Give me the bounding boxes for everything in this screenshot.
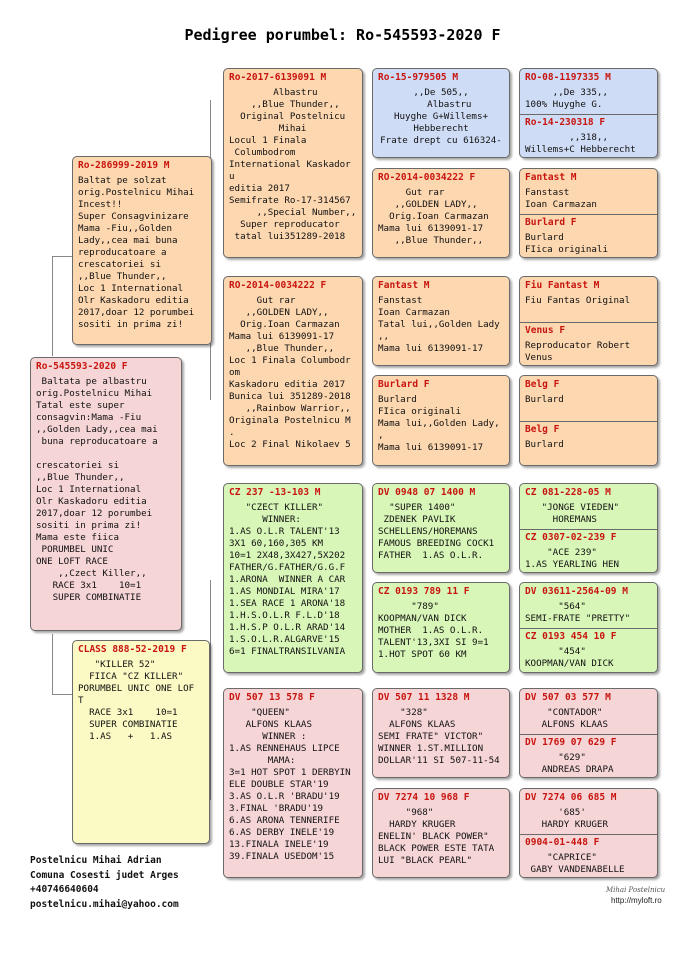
pedigree-text: Burlard: [525, 394, 564, 405]
connector-line: [52, 694, 72, 695]
pedigree-code: Ro-14-230318 F: [525, 117, 606, 128]
pedigree-text: "564" SEMI-FRATE "PRETTY": [525, 601, 631, 624]
pedigree-text: Fiu Fantas Original: [525, 295, 631, 306]
pedigree-code: CZ 0307-02-239 F: [525, 532, 617, 543]
pedigree-code: Burlard F: [378, 379, 430, 390]
pedigree-code: DV 507 11 1328 M: [378, 692, 470, 703]
dam-card: [72, 640, 210, 844]
pedigree-text: Burlard FIica originali: [525, 232, 608, 255]
pedigree-card: [519, 168, 658, 258]
pedigree-text: '685' HARDY KRUGER: [541, 807, 608, 830]
pedigree-code: Belg F: [525, 424, 560, 435]
pedigree-code: CZ 237 -13-103 M: [229, 487, 321, 498]
connector-line: [52, 256, 72, 257]
pedigree-text: "QUEEN" ALFONS KLAAS WINNER : 1.AS RENNEHAUS LIPCE MAMA: 3=1 HOT SPOT 1 DERBYIN ELE DOUBLE STAR'19 3.AS O.L.R 'BRADU'19 3.FINAL 'BRADU'19 6.AS ARONA TENNERIFE 6.AS DERBY INELE'19 13.FINALA INELE'19 39.FINALA USEDOM'15: [229, 707, 351, 862]
website-link[interactable]: http://myloft.ro: [611, 896, 662, 905]
pedigree-code: RO-2014-0034222 F: [229, 280, 327, 291]
pedigree-text: Burlard: [525, 439, 564, 450]
pedigree-code: DV 507 03 577 M: [525, 692, 611, 703]
owner-email[interactable]: postelnicu.mihai@yahoo.com: [30, 898, 179, 910]
pedigree-code: Fantast M: [525, 172, 577, 183]
pedigree-text: "454" KOOPMAN/VAN DICK: [525, 646, 614, 669]
pedigree-text: "968" HARDY KRUGER ENELIN' BLACK POWER" BLACK POWER ESTE TATA LUI "BLACK PEARL": [378, 807, 495, 866]
pedigree-card: [372, 68, 510, 158]
pedigree-text: ,,318,, Willems+C Hebberecht: [525, 132, 636, 155]
pedigree-text: Fanstast Ioan Carmazan: [525, 187, 597, 210]
pedigree-text: "SUPER 1400" ZDENEK PAVLIK SCHELLENS/HOREMANS FAMOUS BREEDING COCK1 FATHER 1.AS O.L.R.: [378, 502, 495, 561]
pedigree-card: [372, 688, 510, 778]
owner-address: Comuna Cosesti judet Arges: [30, 869, 179, 881]
pedigree-card: [372, 276, 510, 366]
owner-contact: [30, 854, 179, 912]
pedigree-code: 0904-01-448 F: [525, 837, 600, 848]
pedigree-code: RO-08-1197335 M: [525, 72, 611, 83]
subject-text: Baltata pe albastru orig.Postelnicu Mihai Tatal este super consagvin:Mama -Fiu ,,Golden Lady,,cea mai buna reproducatoare a crescatoriei si ,,Blue Thunder,, Loc 1 International Olr Kaskadoru editia 2017,doar 12 porumbei sositi in prima zi! Mama este fiica PORUMBEL UNIC ONE LOFT RACE ,,Czect Killer,, RACE 3x1 10=1 SUPER COMBINATIE: [36, 376, 158, 603]
pedigree-code: Burlard F: [525, 217, 577, 228]
pedigree-code: RO-2014-0034222 F: [378, 172, 476, 183]
pedigree-card: [372, 168, 510, 258]
pedigree-text: "CZECT KILLER" WINNER: 1.AS O.L.R TALENT'13 3X1 60,160,305 KM 10=1 2X48,3X427,5X202 FATHER/G.FATHER/G.G.F 1.ARONA WINNER A CAR 1.AS MONDIAL MIRA'17 1.SEA RACE 1 ARONA'18 1.H.S.O.L.R F.L.D'18 1.H.S.P O.L.R ARAD'14 1.S.O.L.R.ALGARVE'15 6=1 FINALTRANSILVANIA: [229, 502, 346, 657]
subject-code: Ro-545593-2020 F: [36, 361, 128, 372]
pedigree-code: CZ 081-228-05 M: [525, 487, 611, 498]
connector-line: [52, 256, 53, 356]
owner-phone: +40746640604: [30, 884, 99, 895]
pedigree-card: [519, 582, 658, 673]
pedigree-text: Gut rar ,,GOLDEN LADY,, Orig.Ioan Carmazan Mama lui 6139091-17 ,,Blue Thunder,,: [378, 187, 489, 246]
pedigree-code: Ro-15-979505 M: [378, 72, 459, 83]
pedigree-text: ,,De 335,, 100% Huyghe G.: [525, 87, 608, 110]
pedigree-code: Belg F: [525, 379, 560, 390]
sire-card: [72, 156, 212, 345]
dam-text: "KILLER 52" FIICA "CZ KILLER" PORUMBEL UNIC ONE LOF T RACE 3x1 10=1 SUPER COMBINATIE 1.AS + 1.AS: [78, 659, 195, 742]
pedigree-code: Fiu Fantast M: [525, 280, 600, 291]
pedigree-text: "CONTADOR" ALFONS KLAAS: [541, 707, 608, 730]
pedigree-code: Fantast M: [378, 280, 430, 291]
pedigree-card: [519, 688, 658, 778]
pedigree-card: [519, 68, 658, 158]
pedigree-code: DV 7274 10 968 F: [378, 792, 470, 803]
pedigree-text: Gut rar ,,GOLDEN LADY,, Orig.Ioan Carmazan Mama lui 6139091-17 ,,Blue Thunder,, Loc 1 Finala Columbodr om Kaskadoru editia 2017 Bunica lui 351289-2018 ,,Rainbow Warrior,, Originala Postelnicu M . Loc 2 Final Nikolaev 5: [229, 295, 351, 450]
pedigree-card: [372, 582, 510, 673]
pedigree-code: DV 507 13 578 F: [229, 692, 315, 703]
sire-text: Baltat pe solzat orig.Postelnicu Mihai Incest!! Super Consagvinizare Mama -Fiu,,Golden Lady,,cea mai buna reproducatoare a crescatoriei si ,,Blue Thunder,, Loc 1 International Olr Kaskadoru editia 2017,doar 12 porumbei sositi in prima zi!: [78, 175, 195, 330]
pedigree-code: CZ 0193 454 10 F: [525, 631, 617, 642]
subject-card: [30, 357, 182, 631]
pedigree-text: ,,De 505,, Albastru Huyghe G+Willems+ Hebberecht Frate drept cu 616324-: [380, 87, 502, 146]
pedigree-card: [519, 375, 658, 466]
pedigree-text: Albastru ,,Blue Thunder,, Original Postelnicu Mihai Locul 1 Finala Columbodrom International Kaskador u editia 2017 Semifrate Ro-17-314567 ,,Special Number,, Super reproducator tatal lui351289-2018: [229, 87, 357, 242]
pedigree-text: "789" KOOPMAN/VAN DICK MOTHER 1.AS O.L.R. TALENT'13,3XI SI 9=1 1.HOT SPOT 60 KM: [378, 601, 489, 660]
pedigree-text: Fanstast Ioan Carmazan Tatal lui,,Golden Lady ,, Mama lui 6139091-17: [378, 295, 500, 354]
page-title: Pedigree porumbel: Ro-545593-2020 F: [184, 26, 501, 44]
sire-code: Ro-286999-2019 M: [78, 160, 170, 171]
pedigree-card: [223, 483, 363, 673]
pedigree-text: "JONGE VIEDEN" HOREMANS: [541, 502, 620, 525]
pedigree-card: [372, 375, 510, 466]
pedigree-card: [372, 788, 510, 878]
pedigree-card: [223, 688, 363, 878]
pedigree-code: Venus F: [525, 325, 566, 336]
pedigree-text: Burlard FIica originali Mama lui,,Golden Lady, , Mama lui 6139091-17: [378, 394, 500, 453]
connector-line: [210, 580, 211, 800]
owner-name: Postelnicu Mihai Adrian: [30, 855, 162, 866]
pedigree-card: [223, 68, 363, 258]
dam-code: CLASS 888-52-2019 F: [78, 644, 187, 655]
pedigree-code: DV 0948 07 1400 M: [378, 487, 476, 498]
pedigree-text: Reproducator Robert Venus: [525, 340, 631, 363]
pedigree-card: [223, 276, 363, 466]
pedigree-code: DV 03611-2564-09 M: [525, 586, 628, 597]
pedigree-code: Ro-2017-6139091 M: [229, 72, 327, 83]
pedigree-text: "CAPRICE" GABY VANDENABELLE: [530, 852, 625, 875]
pedigree-card: [519, 483, 658, 573]
pedigree-card: [372, 483, 510, 573]
pedigree-card: [519, 788, 658, 878]
pedigree-code: CZ 0193 789 11 F: [378, 586, 470, 597]
signature: Mihai Postelnicu: [606, 886, 666, 894]
pedigree-code: DV 7274 06 685 M: [525, 792, 617, 803]
pedigree-text: "328" ALFONS KLAAS SEMI FRATE" VICTOR" WINNER 1.ST.MILLION DOLLAR'11 SI 507-11-54: [378, 707, 500, 766]
pedigree-text: "ACE 239" 1.AS YEARLING HEN: [525, 547, 620, 570]
pedigree-card: [519, 276, 658, 366]
pedigree-code: DV 1769 07 629 F: [525, 737, 617, 748]
connector-line: [52, 634, 53, 694]
pedigree-text: "629" ANDREAS DRAPA: [541, 752, 614, 775]
